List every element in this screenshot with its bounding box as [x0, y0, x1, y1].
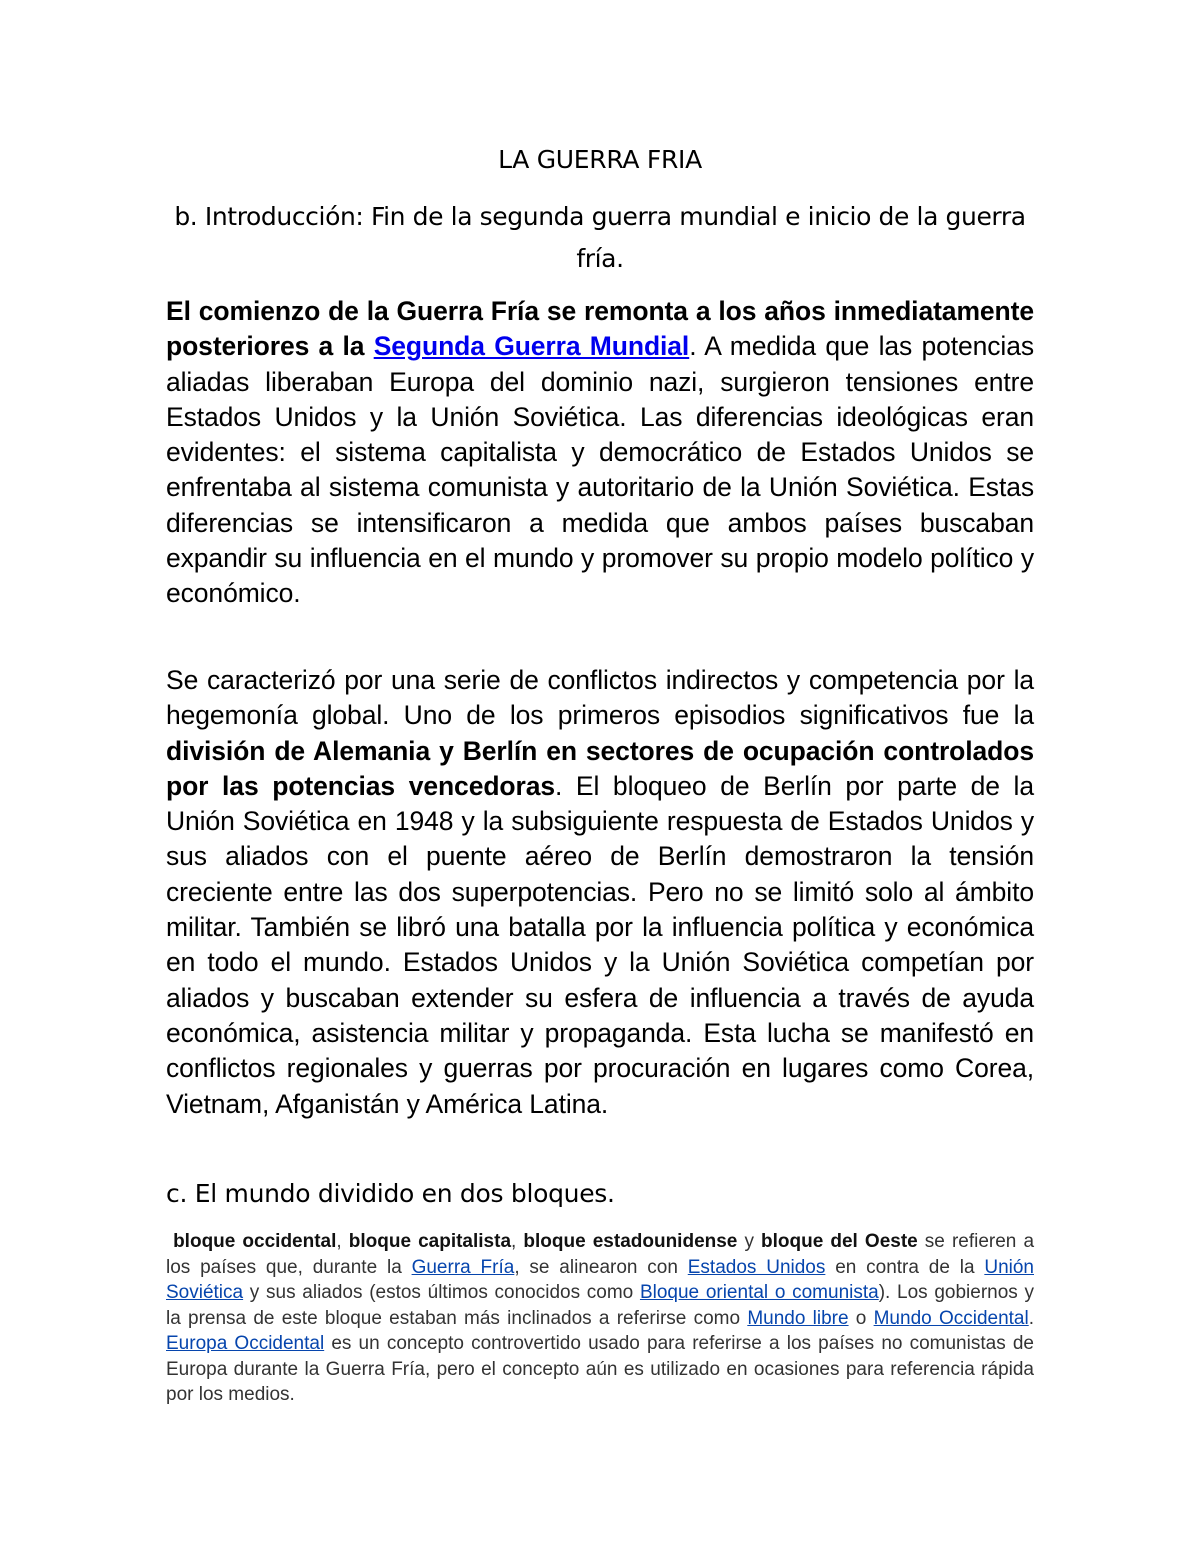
paragraph-intro	[166, 294, 1034, 612]
document-title: LA GUERRA FRIA	[498, 145, 702, 174]
bold-bloque-del-oeste: bloque del Oeste	[761, 1231, 918, 1252]
blocs-text: y sus aliados (estos últimos conocidos como	[243, 1282, 640, 1303]
link-guerra-fria[interactable]: Guerra Fría	[411, 1256, 515, 1278]
conflicts-body-text: . El bloqueo de Berlín por parte de la Unión Soviética en 1948 y la subsiguiente respuesta de Estados Unidos y sus aliados con el puente aéreo de Berlín demostraron la tensión creciente entre las dos superpotencias. Pero no se limitó solo al ámbito militar. También se libró una batalla por la influencia política y económica en todo el mundo. Estados Unidos y la Unión Soviética competían por aliados y buscaban extender su esfera de influencia a través de ayuda económica, asistencia militar y propaganda. Esta lucha se manifestó en conflictos regionales y guerras por procuración en lugares como Corea, Vietnam, Afganistán y América Latina.	[166, 770, 1034, 1119]
bold-bloque-capitalista: bloque capitalista	[348, 1231, 512, 1252]
conflicts-bold-text: división de Alemania y Berlín en sectores de ocupación controlados por las potencias vencedoras	[166, 735, 1034, 801]
bold-bloque-occidental: bloque occidental	[173, 1231, 337, 1252]
conflicts-start-text: Se caracterizó por una serie de conflictos indirectos y competencia por la hegemonía global. Uno de los primeros episodios significativos fue la	[166, 665, 1034, 731]
link-bloque-oriental[interactable]: Bloque oriental o comunista	[639, 1282, 879, 1303]
link-mundo-libre[interactable]: Mundo libre	[747, 1307, 849, 1329]
blocs-text: se refieren a los países que, durante la	[166, 1231, 1035, 1278]
paragraph-conflicts	[166, 663, 1034, 1122]
paragraph-blocs	[166, 1229, 1034, 1408]
link-segunda-guerra-mundial[interactable]: Segunda Guerra Mundial	[373, 331, 690, 362]
blocs-text: , se alinearon con	[514, 1256, 688, 1278]
intro-bold-text: El comienzo de la Guerra Fría se remonta a los años inmediatamente posteriores a la	[166, 296, 1034, 362]
section-c-heading: c. El mundo dividido en dos bloques.	[166, 1179, 615, 1208]
blocs-text: .	[1028, 1307, 1034, 1329]
bold-bloque-estadounidense: bloque estadounidense	[523, 1231, 738, 1252]
link-europa-occidental[interactable]: Europa Occidental	[166, 1333, 325, 1354]
separator: y	[737, 1231, 762, 1252]
separator: ,	[336, 1231, 349, 1252]
blocs-text: es un concepto controvertido usado para referirse a los países no comunistas de Europa durante la Guerra Fría, pero el concepto aún es utilizado en ocasiones para referencia rápida por los medios.	[166, 1333, 1034, 1405]
blocs-text: o	[848, 1307, 874, 1329]
blocs-text: en contra de la	[825, 1256, 985, 1278]
separator: ,	[511, 1231, 524, 1252]
intro-body-text: . A medida que las potencias aliadas liberaban Europa del dominio nazi, surgieron tensiones entre Estados Unidos y la Unión Soviética. Las diferencias ideológicas eran evidentes: el sistema capitalista y democrático de Estados Unidos se enfrentaba al sistema comunista y autoritario de la Unión Soviética. Estas diferencias se intensificaron a medida que ambos países buscaban expandir su influencia en el mundo y promover su propio modelo político y económico.	[166, 331, 1034, 609]
blocs-text: ). Los gobiernos y la prensa de este bloque estaban más inclinados a referirse como	[166, 1282, 1034, 1329]
link-union-sovietica[interactable]: Unión Soviética	[166, 1256, 1034, 1303]
link-mundo-occidental[interactable]: Mundo Occidental	[873, 1307, 1029, 1329]
link-estados-unidos[interactable]: Estados Unidos	[687, 1256, 826, 1278]
intro-heading: b. Introducción: Fin de la segunda guerra mundial e inicio de la guerra fría.	[174, 202, 1026, 273]
